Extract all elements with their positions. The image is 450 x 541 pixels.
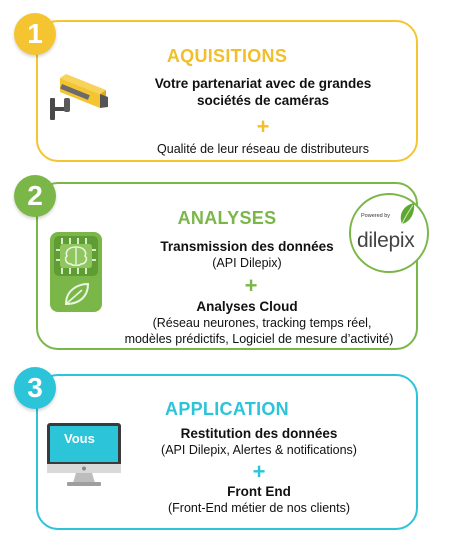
monitor-icon	[46, 422, 122, 488]
security-camera-icon	[48, 70, 110, 124]
step1-normal-line: Qualité de leur réseau de distributeurs	[157, 142, 369, 156]
ai-chip-icon	[48, 230, 104, 314]
step3-block1-normal: (API Dilepix, Alertes & notifications)	[161, 443, 357, 457]
step-title-application: APPLICATION	[165, 399, 289, 419]
logo-brand: dilepix	[357, 229, 415, 252]
step-number-badge-1: 1	[14, 13, 56, 55]
step2-block2-bold: Analyses Cloud	[196, 299, 298, 314]
step1-bold-line-1: Votre partenariat avec de grandes	[154, 76, 372, 91]
plus-sign: +	[252, 459, 266, 484]
leaf-icon	[398, 202, 416, 226]
dilepix-logo	[349, 193, 429, 273]
step-number-badge-3: 3	[14, 367, 56, 409]
step3-block2-normal: (Front-End métier de nos clients)	[167, 501, 350, 515]
step-number-badge-2: 2	[14, 175, 56, 217]
step1-bold-line-2: sociétés de caméras	[196, 93, 330, 108]
step-title-analyses: ANALYSES	[177, 208, 277, 228]
step-card-aquisitions	[36, 20, 418, 162]
step3-block1-bold: Restitution des données	[180, 426, 338, 441]
step-title-aquisitions: AQUISITIONS	[166, 46, 288, 66]
screen-label: Vous	[64, 431, 95, 446]
step2-block2-normal-line-1: (Réseau neurones, tracking temps réel,	[152, 316, 372, 330]
step2-block1-normal: (API Dilepix)	[212, 256, 282, 270]
step2-block1-bold: Transmission des données	[160, 239, 334, 254]
step3-block2-bold: Front End	[227, 484, 291, 499]
plus-sign: +	[244, 273, 258, 298]
plus-sign: +	[256, 114, 270, 139]
step2-block2-normal-line-2: modèles prédictifs, Logiciel de mesure d’activité)	[124, 332, 394, 346]
logo-powered-by: Powered by	[361, 213, 391, 219]
step-card-application	[36, 374, 418, 530]
